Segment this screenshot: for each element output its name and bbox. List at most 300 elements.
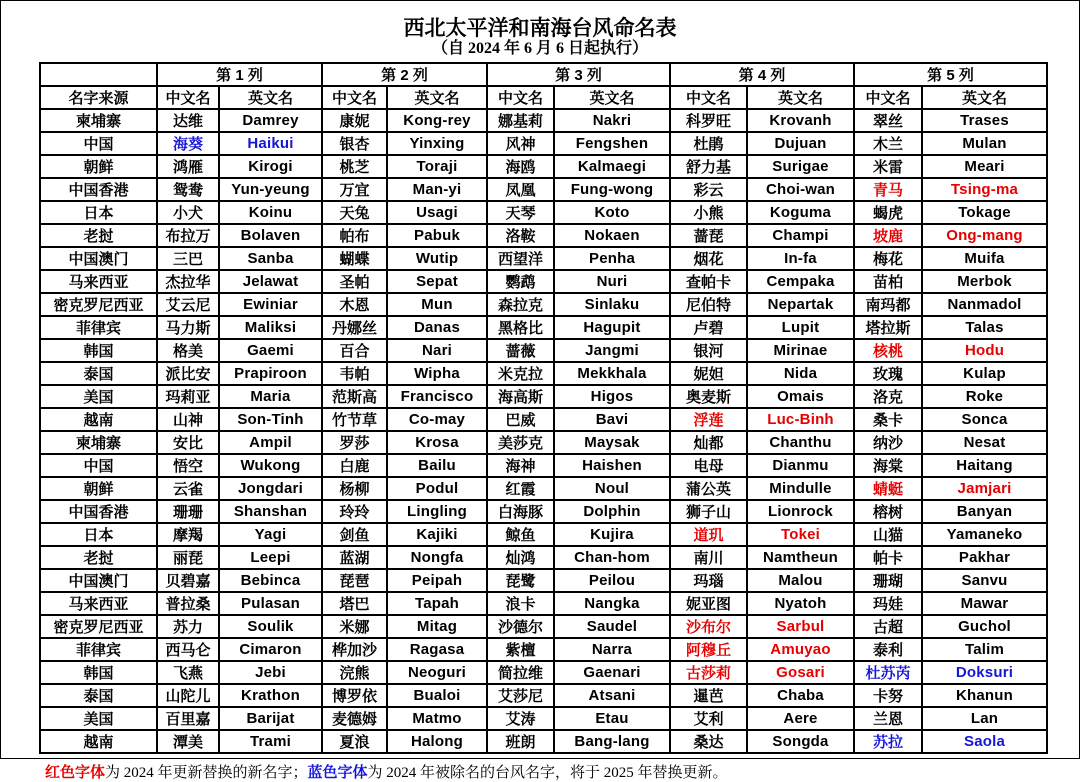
cn-name-cell: 紫檀 — [487, 638, 554, 661]
en-name-cell: Penha — [554, 247, 670, 270]
source-cell: 泰国 — [40, 362, 157, 385]
cn-name-cell: 彩云 — [670, 178, 747, 201]
en-name-cell: Atsani — [554, 684, 670, 707]
en-name-cell: Cimaron — [219, 638, 322, 661]
table-row — [40, 454, 1047, 477]
en-name-cell: Roke — [922, 385, 1047, 408]
en-name-cell: Ampil — [219, 431, 322, 454]
cn-name-cell: 格美 — [157, 339, 219, 362]
en-header-cell: 英文名 — [922, 86, 1047, 109]
en-name-cell: Guchol — [922, 615, 1047, 638]
en-name-cell: Dolphin — [554, 500, 670, 523]
cn-name-cell: 艾云尼 — [157, 293, 219, 316]
cn-name-cell: 木恩 — [322, 293, 387, 316]
en-name-cell: Toraji — [387, 155, 487, 178]
table-row — [40, 362, 1047, 385]
en-name-cell: Fengshen — [554, 132, 670, 155]
en-name-cell: Nesat — [922, 431, 1047, 454]
cn-name-cell: 米克拉 — [487, 362, 554, 385]
cn-name-cell: 妮亚图 — [670, 592, 747, 615]
en-name-cell: Jelawat — [219, 270, 322, 293]
en-name-cell: Shanshan — [219, 500, 322, 523]
cn-name-cell: 娜基莉 — [487, 109, 554, 132]
en-name-cell: Mindulle — [747, 477, 854, 500]
en-name-cell: Krovanh — [747, 109, 854, 132]
source-cell: 老挝 — [40, 546, 157, 569]
source-cell: 美国 — [40, 707, 157, 730]
source-cell: 老挝 — [40, 224, 157, 247]
source-cell: 中国 — [40, 454, 157, 477]
en-name-cell: Mun — [387, 293, 487, 316]
cn-name-cell: 核桃 — [854, 339, 922, 362]
en-name-cell: Muifa — [922, 247, 1047, 270]
cn-name-cell: 蝴蝶 — [322, 247, 387, 270]
en-name-cell: Bavi — [554, 408, 670, 431]
cn-name-cell: 海高斯 — [487, 385, 554, 408]
cn-name-cell: 青马 — [854, 178, 922, 201]
source-cell: 韩国 — [40, 661, 157, 684]
cn-name-cell: 蔷琵 — [670, 224, 747, 247]
footnote — [45, 761, 1079, 782]
cn-name-cell: 道玑 — [670, 523, 747, 546]
source-cell: 中国 — [40, 132, 157, 155]
cn-name-cell: 沙德尔 — [487, 615, 554, 638]
cn-name-cell: 灿鸿 — [487, 546, 554, 569]
cn-name-cell: 银杏 — [322, 132, 387, 155]
source-cell: 柬埔寨 — [40, 431, 157, 454]
source-cell: 美国 — [40, 385, 157, 408]
en-header-cell: 英文名 — [387, 86, 487, 109]
en-name-cell: Son-Tinh — [219, 408, 322, 431]
en-name-cell: Pulasan — [219, 592, 322, 615]
cn-name-cell: 南川 — [670, 546, 747, 569]
en-name-cell: Ragasa — [387, 638, 487, 661]
en-name-cell: Haishen — [554, 454, 670, 477]
en-name-cell: Matmo — [387, 707, 487, 730]
en-name-cell: Sarbul — [747, 615, 854, 638]
cn-name-cell: 云雀 — [157, 477, 219, 500]
cn-name-cell: 马力斯 — [157, 316, 219, 339]
en-name-cell: Aere — [747, 707, 854, 730]
en-name-cell: Sonca — [922, 408, 1047, 431]
source-cell: 日本 — [40, 523, 157, 546]
source-cell: 日本 — [40, 201, 157, 224]
cn-name-cell: 艾涛 — [487, 707, 554, 730]
group-header-1: 第 1 列 — [157, 63, 322, 86]
en-name-cell: Lionrock — [747, 500, 854, 523]
source-cell: 密克罗尼西亚 — [40, 293, 157, 316]
en-name-cell: Gosari — [747, 661, 854, 684]
en-name-cell: Trami — [219, 730, 322, 753]
cn-name-cell: 鸿雁 — [157, 155, 219, 178]
table-row — [40, 638, 1047, 661]
en-name-cell: Dujuan — [747, 132, 854, 155]
en-name-cell: Peilou — [554, 569, 670, 592]
cn-name-cell: 海鸥 — [487, 155, 554, 178]
cn-name-cell: 班朗 — [487, 730, 554, 753]
en-name-cell: Jamjari — [922, 477, 1047, 500]
en-name-cell: Bailu — [387, 454, 487, 477]
cn-name-cell: 坡鹿 — [854, 224, 922, 247]
cn-name-cell: 塔拉斯 — [854, 316, 922, 339]
en-name-cell: Trases — [922, 109, 1047, 132]
en-name-cell: Merbok — [922, 270, 1047, 293]
source-cell: 中国澳门 — [40, 569, 157, 592]
en-name-cell: Tokage — [922, 201, 1047, 224]
table-row — [40, 707, 1047, 730]
cn-name-cell: 纳沙 — [854, 431, 922, 454]
typhoon-name-table — [39, 62, 1048, 754]
en-name-cell: Gaemi — [219, 339, 322, 362]
cn-name-cell: 苏拉 — [854, 730, 922, 753]
cn-name-cell: 摩羯 — [157, 523, 219, 546]
cn-name-cell: 海神 — [487, 454, 554, 477]
source-cell: 越南 — [40, 408, 157, 431]
cn-name-cell: 康妮 — [322, 109, 387, 132]
cn-name-cell: 蔷薇 — [487, 339, 554, 362]
cn-name-cell: 卡努 — [854, 684, 922, 707]
cn-name-cell: 小犬 — [157, 201, 219, 224]
en-name-cell: Namtheun — [747, 546, 854, 569]
source-header-cell: 名字来源 — [40, 86, 157, 109]
cn-name-cell: 帕布 — [322, 224, 387, 247]
cn-name-cell: 洛克 — [854, 385, 922, 408]
en-name-cell: Maria — [219, 385, 322, 408]
cn-name-cell: 西马仑 — [157, 638, 219, 661]
en-name-cell: Surigae — [747, 155, 854, 178]
cn-name-cell: 红霞 — [487, 477, 554, 500]
table-row — [40, 270, 1047, 293]
en-name-cell: Nangka — [554, 592, 670, 615]
cn-name-cell: 山猫 — [854, 523, 922, 546]
cn-name-cell: 杨柳 — [322, 477, 387, 500]
cn-name-cell: 泰利 — [854, 638, 922, 661]
cn-header-cell: 中文名 — [157, 86, 219, 109]
source-cell: 中国香港 — [40, 500, 157, 523]
en-name-cell: Podul — [387, 477, 487, 500]
en-name-cell: Koguma — [747, 201, 854, 224]
en-name-cell: Kong-rey — [387, 109, 487, 132]
cn-name-cell: 韦帕 — [322, 362, 387, 385]
cn-name-cell: 木兰 — [854, 132, 922, 155]
source-cell: 泰国 — [40, 684, 157, 707]
source-cell: 菲律宾 — [40, 638, 157, 661]
cn-name-cell: 悟空 — [157, 454, 219, 477]
cn-name-cell: 浣熊 — [322, 661, 387, 684]
en-name-cell: Wutip — [387, 247, 487, 270]
en-name-cell: Maliksi — [219, 316, 322, 339]
en-name-cell: Krathon — [219, 684, 322, 707]
en-name-cell: Prapiroon — [219, 362, 322, 385]
cn-name-cell: 鲸鱼 — [487, 523, 554, 546]
cn-name-cell: 山神 — [157, 408, 219, 431]
en-name-cell: Lupit — [747, 316, 854, 339]
cn-name-cell: 舒力基 — [670, 155, 747, 178]
cn-name-cell: 博罗依 — [322, 684, 387, 707]
table-row — [40, 316, 1047, 339]
en-name-cell: Barijat — [219, 707, 322, 730]
cn-header-cell: 中文名 — [670, 86, 747, 109]
en-name-cell: Kujira — [554, 523, 670, 546]
en-name-cell: Bebinca — [219, 569, 322, 592]
table-row — [40, 546, 1047, 569]
cn-name-cell: 蝎虎 — [854, 201, 922, 224]
en-name-cell: Haikui — [219, 132, 322, 155]
en-name-cell: Nokaen — [554, 224, 670, 247]
source-cell: 朝鲜 — [40, 477, 157, 500]
table-row — [40, 661, 1047, 684]
cn-name-cell: 普拉桑 — [157, 592, 219, 615]
en-name-cell: Saola — [922, 730, 1047, 753]
table-row — [40, 224, 1047, 247]
cn-name-cell: 麦德姆 — [322, 707, 387, 730]
cn-name-cell: 帕卡 — [854, 546, 922, 569]
en-name-cell: Talas — [922, 316, 1047, 339]
en-name-cell: Yagi — [219, 523, 322, 546]
source-cell: 马来西亚 — [40, 270, 157, 293]
page-title: 西北太平洋和南海台风命名表 — [403, 16, 677, 40]
en-name-cell: Neoguri — [387, 661, 487, 684]
cn-name-cell: 风神 — [487, 132, 554, 155]
en-name-cell: Bang-lang — [554, 730, 670, 753]
cn-name-cell: 百合 — [322, 339, 387, 362]
cn-name-cell: 天兔 — [322, 201, 387, 224]
table-row — [40, 684, 1047, 707]
cn-name-cell: 翠丝 — [854, 109, 922, 132]
cn-name-cell: 蒲公英 — [670, 477, 747, 500]
en-name-cell: Meari — [922, 155, 1047, 178]
en-name-cell: Kalmaegi — [554, 155, 670, 178]
en-name-cell: Mawar — [922, 592, 1047, 615]
en-name-cell: Dianmu — [747, 454, 854, 477]
en-name-cell: Sanba — [219, 247, 322, 270]
source-cell: 马来西亚 — [40, 592, 157, 615]
cn-name-cell: 西望洋 — [487, 247, 554, 270]
cn-name-cell: 桑卡 — [854, 408, 922, 431]
en-name-cell: Koto — [554, 201, 670, 224]
cn-name-cell: 卢碧 — [670, 316, 747, 339]
cn-name-cell: 桦加沙 — [322, 638, 387, 661]
en-name-cell: Saudel — [554, 615, 670, 638]
cn-name-cell: 巴威 — [487, 408, 554, 431]
table-row — [40, 155, 1047, 178]
cn-name-cell: 珊瑚 — [854, 569, 922, 592]
cn-name-cell: 玛娃 — [854, 592, 922, 615]
en-name-cell: Hodu — [922, 339, 1047, 362]
source-cell: 中国香港 — [40, 178, 157, 201]
cn-name-cell: 竹节草 — [322, 408, 387, 431]
table-row — [40, 385, 1047, 408]
group-header-2: 第 2 列 — [322, 63, 487, 86]
cn-name-cell: 查帕卡 — [670, 270, 747, 293]
cn-name-cell: 古莎莉 — [670, 661, 747, 684]
cn-name-cell: 琵琶 — [322, 569, 387, 592]
en-name-cell: Noul — [554, 477, 670, 500]
cn-header-cell: 中文名 — [487, 86, 554, 109]
cn-name-cell: 鸳鸯 — [157, 178, 219, 201]
cn-name-cell: 妮妲 — [670, 362, 747, 385]
en-name-cell: Chan-hom — [554, 546, 670, 569]
table-row — [40, 408, 1047, 431]
en-name-cell: Nuri — [554, 270, 670, 293]
en-name-cell: Man-yi — [387, 178, 487, 201]
en-name-cell: Omais — [747, 385, 854, 408]
group-header-3: 第 3 列 — [487, 63, 670, 86]
en-name-cell: Danas — [387, 316, 487, 339]
en-name-cell: Yun-yeung — [219, 178, 322, 201]
cn-name-cell: 罗莎 — [322, 431, 387, 454]
table-row — [40, 730, 1047, 753]
en-name-cell: Mulan — [922, 132, 1047, 155]
en-name-cell: Songda — [747, 730, 854, 753]
en-name-cell: Nanmadol — [922, 293, 1047, 316]
cn-name-cell: 塔巴 — [322, 592, 387, 615]
en-name-cell: Kajiki — [387, 523, 487, 546]
group-header-5: 第 5 列 — [854, 63, 1047, 86]
cn-name-cell: 布拉万 — [157, 224, 219, 247]
cn-name-cell: 沙布尔 — [670, 615, 747, 638]
en-name-cell: Yamaneko — [922, 523, 1047, 546]
en-name-cell: Sinlaku — [554, 293, 670, 316]
cn-name-cell: 天琴 — [487, 201, 554, 224]
en-name-cell: Mitag — [387, 615, 487, 638]
en-name-cell: Cempaka — [747, 270, 854, 293]
cn-name-cell: 范斯高 — [322, 385, 387, 408]
cn-name-cell: 白鹿 — [322, 454, 387, 477]
source-cell: 朝鲜 — [40, 155, 157, 178]
en-name-cell: Doksuri — [922, 661, 1047, 684]
en-name-cell: Maysak — [554, 431, 670, 454]
en-name-cell: Francisco — [387, 385, 487, 408]
table-body — [40, 109, 1047, 753]
en-name-cell: Mirinae — [747, 339, 854, 362]
table-row — [40, 477, 1047, 500]
table-row — [40, 201, 1047, 224]
en-name-cell: Wukong — [219, 454, 322, 477]
en-name-cell: Mekkhala — [554, 362, 670, 385]
cn-name-cell: 丽琵 — [157, 546, 219, 569]
corner-cell — [40, 63, 157, 86]
en-name-cell: Sepat — [387, 270, 487, 293]
en-name-cell: Tapah — [387, 592, 487, 615]
cn-name-cell: 圣帕 — [322, 270, 387, 293]
cn-name-cell: 米雷 — [854, 155, 922, 178]
cn-name-cell: 鹦鹉 — [487, 270, 554, 293]
en-name-cell: Nepartak — [747, 293, 854, 316]
en-name-cell: Kirogi — [219, 155, 322, 178]
table-row — [40, 523, 1047, 546]
cn-name-cell: 珊珊 — [157, 500, 219, 523]
source-cell: 韩国 — [40, 339, 157, 362]
source-cell: 柬埔寨 — [40, 109, 157, 132]
cn-name-cell: 奥麦斯 — [670, 385, 747, 408]
en-name-cell: Bualoi — [387, 684, 487, 707]
en-name-cell: Kulap — [922, 362, 1047, 385]
cn-name-cell: 蜻蜓 — [854, 477, 922, 500]
cn-name-cell: 烟花 — [670, 247, 747, 270]
cn-name-cell: 苗柏 — [854, 270, 922, 293]
cn-name-cell: 安比 — [157, 431, 219, 454]
cn-name-cell: 派比安 — [157, 362, 219, 385]
cn-name-cell: 灿都 — [670, 431, 747, 454]
en-name-cell: Jebi — [219, 661, 322, 684]
en-name-cell: Chaba — [747, 684, 854, 707]
en-name-cell: Sanvu — [922, 569, 1047, 592]
footnote-blue-label: 蓝色字体 — [307, 765, 368, 781]
cn-name-cell: 梅花 — [854, 247, 922, 270]
cn-name-cell: 百里嘉 — [157, 707, 219, 730]
cn-name-cell: 丹娜丝 — [322, 316, 387, 339]
en-header-cell: 英文名 — [747, 86, 854, 109]
en-name-cell: Jongdari — [219, 477, 322, 500]
table-row — [40, 178, 1047, 201]
cn-name-cell: 艾利 — [670, 707, 747, 730]
source-cell: 密克罗尼西亚 — [40, 615, 157, 638]
cn-name-cell: 三巴 — [157, 247, 219, 270]
page-subtitle: （自 2024 年 6 月 6 日起执行） — [431, 40, 648, 57]
en-name-cell: Ewiniar — [219, 293, 322, 316]
en-name-cell: Etau — [554, 707, 670, 730]
cn-name-cell: 浪卡 — [487, 592, 554, 615]
en-name-cell: Haitang — [922, 454, 1047, 477]
cn-name-cell: 海棠 — [854, 454, 922, 477]
cn-name-cell: 万宜 — [322, 178, 387, 201]
cn-name-cell: 玛莉亚 — [157, 385, 219, 408]
en-name-cell: Yinxing — [387, 132, 487, 155]
en-name-cell: Pakhar — [922, 546, 1047, 569]
source-cell: 菲律宾 — [40, 316, 157, 339]
en-header-cell: 英文名 — [219, 86, 322, 109]
cn-name-cell: 杜苏芮 — [854, 661, 922, 684]
cn-name-cell: 杜鹃 — [670, 132, 747, 155]
en-name-cell: Nyatoh — [747, 592, 854, 615]
cn-name-cell: 飞燕 — [157, 661, 219, 684]
cn-name-cell: 美莎克 — [487, 431, 554, 454]
source-cell: 越南 — [40, 730, 157, 753]
table-row — [40, 431, 1047, 454]
cn-name-cell: 剑鱼 — [322, 523, 387, 546]
en-name-cell: Wipha — [387, 362, 487, 385]
cn-name-cell: 科罗旺 — [670, 109, 747, 132]
cn-name-cell: 桑达 — [670, 730, 747, 753]
source-cell: 中国澳门 — [40, 247, 157, 270]
cn-name-cell: 蓝湖 — [322, 546, 387, 569]
en-name-cell: Choi-wan — [747, 178, 854, 201]
en-name-cell: Champi — [747, 224, 854, 247]
en-name-cell: Krosa — [387, 431, 487, 454]
en-name-cell: Khanun — [922, 684, 1047, 707]
cn-name-cell: 贝碧嘉 — [157, 569, 219, 592]
cn-name-cell: 小熊 — [670, 201, 747, 224]
en-name-cell: Luc-Binh — [747, 408, 854, 431]
cn-name-cell: 玛瑙 — [670, 569, 747, 592]
cn-name-cell: 森拉克 — [487, 293, 554, 316]
cn-name-cell: 玲玲 — [322, 500, 387, 523]
cn-name-cell: 电母 — [670, 454, 747, 477]
en-name-cell: Leepi — [219, 546, 322, 569]
table-row — [40, 293, 1047, 316]
en-name-cell: Amuyao — [747, 638, 854, 661]
cn-name-cell: 狮子山 — [670, 500, 747, 523]
footnote-red-text: 为 2024 年更新替换的新名字； — [105, 765, 308, 781]
table-row — [40, 339, 1047, 362]
table-row — [40, 615, 1047, 638]
en-name-cell: Nakri — [554, 109, 670, 132]
cn-name-cell: 兰恩 — [854, 707, 922, 730]
table-row — [40, 109, 1047, 132]
cn-header-cell: 中文名 — [854, 86, 922, 109]
en-name-cell: Tsing-ma — [922, 178, 1047, 201]
